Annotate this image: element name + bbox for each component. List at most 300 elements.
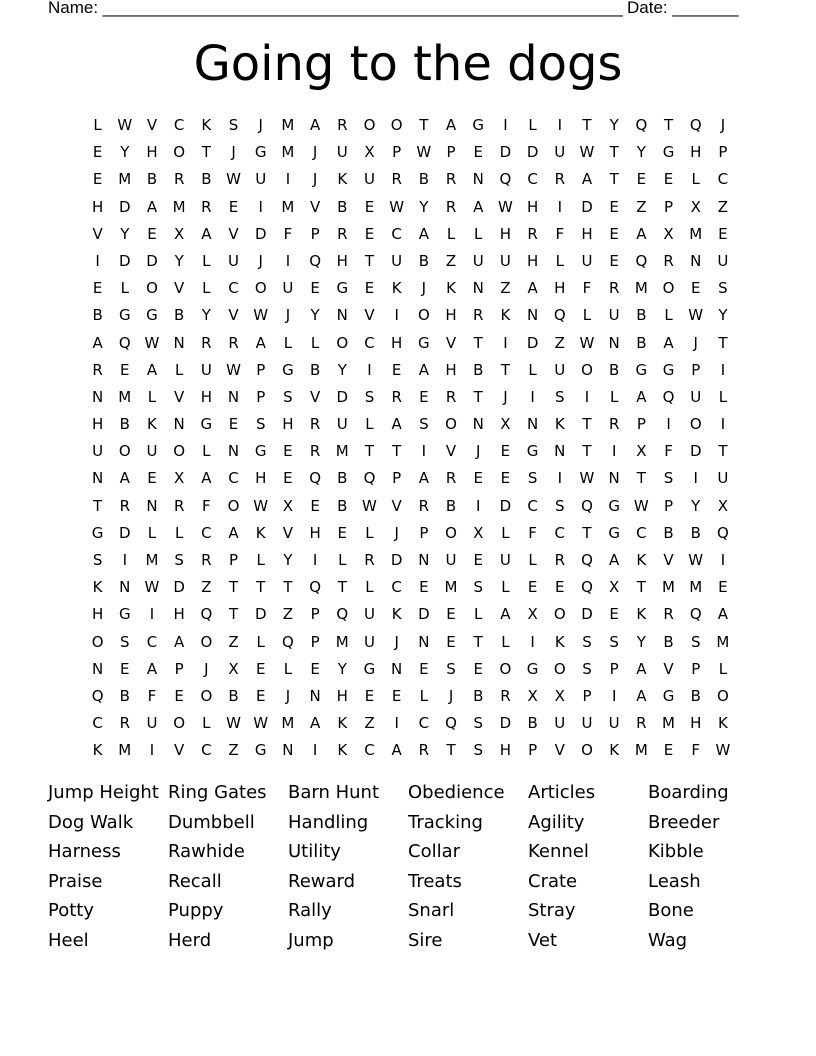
grid-letter: G	[254, 741, 267, 760]
grid-letter: U	[200, 360, 212, 379]
grid-letter: W	[497, 197, 513, 216]
grid-letter: D	[526, 333, 539, 352]
grid-row	[84, 330, 744, 357]
grid-letter: G	[118, 306, 131, 325]
grid-letter: T	[228, 578, 239, 597]
grid-letter: P	[582, 686, 592, 705]
word-list-item: Harness	[48, 841, 121, 863]
grid-letter: O	[363, 116, 376, 134]
grid-letter: K	[554, 415, 565, 434]
grid-letter: E	[92, 143, 103, 162]
grid-letter: B	[690, 686, 701, 705]
grid-letter: A	[228, 523, 239, 542]
grid-letter: F	[555, 224, 565, 243]
word-list-item: Potty	[48, 900, 94, 922]
grid-letter: X	[500, 415, 511, 434]
grid-letter: E	[500, 469, 511, 488]
grid-letter: X	[663, 224, 674, 243]
grid-letter: E	[147, 224, 157, 243]
grid-letter: U	[499, 551, 511, 569]
grid-letter: O	[173, 143, 186, 162]
grid-letter: E	[391, 360, 402, 379]
grid-letter: C	[201, 523, 212, 542]
grid-row	[84, 710, 744, 737]
grid-letter: V	[309, 387, 321, 406]
grid-letter: I	[285, 251, 291, 270]
grid-letter: U	[255, 170, 267, 189]
grid-letter: G	[146, 306, 158, 325]
grid-letter: C	[391, 578, 402, 597]
grid-letter: E	[718, 578, 728, 597]
word-list-item: Jump	[288, 929, 334, 951]
grid-letter: L	[174, 523, 184, 542]
grid-letter: L	[528, 551, 537, 569]
grid-letter: B	[690, 523, 701, 542]
grid-letter: T	[500, 360, 510, 379]
grid-letter: Y	[609, 116, 619, 134]
word-list-item: Reward	[288, 870, 356, 892]
grid-letter: K	[500, 306, 511, 325]
grid-letter: W	[416, 143, 432, 162]
grid-letter: O	[200, 632, 213, 651]
grid-letter: J	[394, 632, 399, 651]
grid-letter: P	[609, 659, 619, 678]
grid-letter: M	[335, 632, 349, 651]
grid-letter: H	[91, 605, 104, 624]
grid-letter: O	[417, 306, 430, 325]
word-list-item: Dumbbell	[168, 811, 255, 833]
word-list	[48, 778, 788, 956]
grid-letter: Z	[228, 632, 239, 651]
grid-letter: E	[419, 578, 429, 597]
grid-letter: Z	[228, 741, 239, 760]
grid-letter: G	[662, 686, 675, 705]
grid-letter: E	[690, 279, 701, 298]
grid-letter: W	[253, 714, 269, 733]
grid-letter: R	[201, 197, 212, 216]
grid-letter: B	[337, 469, 348, 488]
grid-letter: W	[389, 197, 405, 216]
grid-letter: M	[634, 741, 648, 760]
grid-letter: X	[228, 659, 239, 678]
grid-letter: B	[174, 306, 185, 325]
grid-letter: R	[201, 551, 212, 569]
grid-letter: E	[609, 197, 619, 216]
grid-letter: L	[310, 333, 320, 352]
grid-letter: B	[473, 686, 484, 705]
grid-letter: A	[309, 714, 321, 733]
grid-letter: D	[689, 442, 702, 461]
grid-letter: E	[391, 686, 402, 705]
grid-letter: N	[91, 469, 104, 488]
grid-letter: S	[690, 632, 701, 651]
grid-letter: G	[118, 605, 131, 624]
word-list-item: Vet	[528, 929, 558, 951]
grid-letter: I	[720, 360, 726, 379]
word-list-item: Herd	[168, 929, 212, 951]
grid-letter: G	[282, 360, 294, 379]
grid-letter: M	[172, 197, 186, 216]
grid-row	[84, 465, 744, 492]
grid-letter: Y	[283, 551, 293, 569]
grid-letter: S	[527, 469, 538, 488]
grid-letter: S	[364, 387, 375, 406]
grid-row	[84, 166, 744, 193]
grid-letter: H	[445, 360, 457, 379]
grid-letter: C	[228, 279, 239, 298]
grid-letter: R	[608, 415, 620, 434]
grid-letter: W	[579, 333, 595, 352]
grid-letter: U	[581, 714, 593, 733]
grid-letter: E	[310, 659, 320, 678]
grid-letter: B	[445, 496, 457, 515]
grid-letter: B	[201, 170, 212, 189]
grid-letter: V	[391, 496, 402, 515]
grid-letter: H	[336, 686, 348, 705]
grid-letter: R	[391, 387, 402, 406]
grid-letter: J	[258, 116, 263, 134]
grid-letter: K	[255, 523, 266, 542]
grid-letter: J	[231, 143, 236, 162]
grid-letter: A	[255, 333, 266, 352]
grid-letter: E	[473, 469, 483, 488]
grid-letter: E	[255, 686, 266, 705]
word-list-item: Rawhide	[168, 841, 245, 863]
grid-letter: N	[173, 333, 185, 352]
grid-letter: V	[309, 197, 321, 216]
grid-letter: T	[718, 333, 728, 352]
grid-letter: E	[92, 170, 103, 189]
grid-letter: P	[691, 659, 701, 678]
grid-letter: S	[446, 659, 456, 678]
grid-letter: Q	[581, 496, 593, 515]
grid-letter: W	[362, 496, 377, 515]
grid-letter: E	[147, 469, 157, 488]
grid-letter: L	[202, 714, 211, 733]
grid-letter: Z	[282, 605, 294, 624]
grid-letter: A	[636, 686, 647, 705]
grid-letter: E	[364, 224, 375, 243]
grid-letter: E	[283, 469, 293, 488]
grid-letter: A	[418, 360, 429, 379]
grid-letter: O	[173, 442, 186, 461]
grid-letter: K	[717, 714, 728, 733]
grid-letter: D	[390, 551, 403, 569]
grid-letter: D	[119, 523, 131, 542]
grid-letter: L	[718, 387, 728, 406]
grid-letter: J	[421, 279, 427, 298]
grid-letter: F	[147, 686, 157, 705]
grid-letter: W	[117, 116, 133, 134]
grid-letter: T	[636, 578, 646, 597]
grid-letter: J	[720, 116, 726, 134]
grid-letter: R	[445, 469, 457, 488]
grid-letter: G	[200, 415, 213, 434]
grid-letter: H	[91, 415, 104, 434]
grid-row	[84, 411, 744, 438]
grid-row	[84, 493, 744, 520]
grid-letter: H	[391, 333, 403, 352]
grid-letter: B	[337, 197, 348, 216]
grid-letter: L	[691, 170, 700, 189]
grid-letter: T	[473, 387, 483, 406]
grid-letter: A	[717, 605, 729, 624]
grid-letter: H	[526, 197, 539, 216]
grid-letter: R	[119, 714, 130, 733]
grid-letter: J	[285, 306, 291, 325]
grid-letter: I	[720, 415, 726, 434]
grid-letter: T	[609, 143, 619, 162]
word-list-item: Dog Walk	[48, 811, 134, 833]
grid-letter: V	[146, 116, 158, 134]
grid-letter: R	[418, 741, 430, 760]
grid-letter: G	[91, 523, 104, 542]
grid-letter: U	[363, 170, 375, 189]
word-list-item: Collar	[408, 841, 461, 863]
grid-letter: J	[476, 442, 481, 461]
grid-letter: E	[419, 387, 429, 406]
grid-letter: W	[715, 741, 731, 760]
grid-letter: N	[227, 442, 240, 461]
grid-letter: U	[92, 442, 104, 461]
grid-letter: S	[555, 496, 565, 515]
grid-letter: C	[527, 496, 538, 515]
word-list-item: Bone	[648, 900, 694, 922]
grid-letter: R	[309, 415, 321, 434]
grid-letter: Y	[691, 496, 701, 515]
grid-letter: H	[554, 279, 566, 298]
grid-letter: O	[553, 605, 566, 624]
grid-letter: K	[337, 714, 348, 733]
grid-letter: D	[254, 224, 267, 243]
grid-letter: L	[174, 360, 184, 379]
grid-letter: E	[663, 170, 674, 189]
grid-letter: B	[418, 251, 429, 270]
grid-letter: Z	[201, 578, 212, 597]
grid-letter: P	[528, 741, 538, 760]
grid-letter: L	[202, 251, 211, 270]
grid-letter: E	[500, 442, 511, 461]
grid-letter: L	[419, 686, 429, 705]
grid-letter: I	[312, 741, 318, 760]
grid-letter: E	[609, 251, 619, 270]
grid-letter: Q	[91, 686, 104, 705]
grid-letter: M	[118, 387, 132, 406]
grid-letter: F	[283, 224, 293, 243]
grid-letter: M	[689, 224, 703, 243]
grid-letter: R	[636, 714, 647, 733]
grid-letter: V	[174, 387, 185, 406]
grid-letter: Y	[120, 143, 130, 162]
grid-letter: O	[91, 632, 104, 651]
grid-letter: T	[582, 442, 592, 461]
grid-letter: U	[391, 251, 403, 270]
grid-letter: S	[255, 415, 266, 434]
grid-letter: L	[365, 415, 374, 434]
grid-letter: L	[664, 306, 673, 325]
grid-row	[84, 683, 744, 710]
grid-letter: R	[663, 605, 674, 624]
grid-letter: Q	[581, 578, 593, 597]
grid-letter: I	[720, 551, 726, 569]
grid-letter: X	[636, 442, 647, 461]
grid-letter: H	[336, 251, 348, 270]
grid-letter: U	[282, 279, 294, 298]
grid-letter: R	[228, 333, 239, 352]
grid-letter: V	[445, 333, 457, 352]
grid-letter: A	[119, 469, 130, 488]
grid-letter: A	[663, 333, 674, 352]
grid-letter: L	[501, 632, 510, 651]
grid-letter: U	[363, 605, 375, 624]
grid-letter: K	[92, 578, 103, 597]
grid-letter: C	[146, 632, 158, 651]
grid-letter: A	[391, 741, 402, 760]
grid-letter: W	[633, 496, 649, 515]
grid-letter: O	[146, 279, 158, 298]
grid-letter: E	[473, 551, 483, 569]
grid-letter: B	[418, 170, 429, 189]
grid-letter: V	[228, 224, 239, 243]
grid-letter: Y	[636, 632, 646, 651]
grid-letter: M	[444, 578, 458, 597]
grid-letter: B	[473, 360, 484, 379]
grid-letter: T	[582, 523, 592, 542]
grid-letter: R	[445, 387, 457, 406]
grid-letter: L	[501, 523, 510, 542]
grid-letter: B	[119, 415, 130, 434]
grid-letter: Y	[337, 659, 347, 678]
grid-letter: M	[662, 578, 675, 597]
grid-letter: L	[365, 523, 374, 542]
grid-letter: P	[229, 551, 239, 569]
grid-letter: H	[309, 523, 321, 542]
grid-letter: S	[582, 659, 592, 678]
grid-letter: I	[312, 551, 318, 569]
grid-letter: U	[554, 714, 566, 733]
grid-letter: A	[445, 116, 457, 134]
grid-letter: P	[310, 224, 320, 243]
grid-letter: N	[418, 551, 430, 569]
grid-letter: A	[174, 632, 185, 651]
grid-letter: S	[473, 578, 483, 597]
grid-letter: E	[419, 659, 429, 678]
grid-letter: X	[282, 496, 294, 515]
grid-letter: N	[227, 387, 240, 406]
grid-letter: Q	[282, 632, 294, 651]
grid-letter: M	[689, 578, 703, 597]
grid-letter: E	[473, 659, 483, 678]
grid-letter: T	[283, 578, 293, 597]
grid-letter: O	[173, 714, 186, 733]
grid-letter: W	[579, 143, 595, 162]
grid-letter: C	[418, 714, 430, 733]
grid-letter: C	[717, 170, 729, 189]
grid-letter: Y	[419, 197, 429, 216]
grid-letter: A	[473, 197, 484, 216]
grid-row	[84, 574, 744, 601]
grid-letter: K	[391, 279, 402, 298]
grid-row	[84, 194, 744, 221]
grid-letter: E	[527, 578, 538, 597]
grid-letter: R	[418, 496, 430, 515]
grid-letter: K	[446, 279, 456, 298]
grid-letter: T	[201, 143, 211, 162]
grid-letter: D	[336, 387, 349, 406]
grid-letter: B	[663, 523, 674, 542]
grid-letter: G	[472, 116, 485, 134]
grid-letter: W	[226, 360, 241, 379]
grid-letter: L	[718, 659, 728, 678]
grid-letter: I	[557, 469, 562, 488]
grid-letter: R	[201, 333, 212, 352]
grid-letter: E	[609, 224, 619, 243]
word-list-item: Articles	[528, 782, 596, 803]
grid-letter: K	[337, 741, 348, 760]
grid-letter: U	[146, 714, 158, 733]
grid-letter: E	[228, 197, 239, 216]
word-list-item: Leash	[648, 870, 701, 892]
grid-letter: X	[690, 197, 701, 216]
grid-letter: P	[636, 415, 646, 434]
grid-letter: Y	[120, 224, 130, 243]
grid-letter: A	[636, 224, 647, 243]
grid-letter: D	[499, 143, 512, 162]
grid-letter: I	[149, 741, 155, 760]
grid-letter: R	[445, 170, 457, 189]
grid-letter: P	[256, 387, 266, 406]
grid-letter: A	[527, 279, 538, 298]
grid-letter: R	[527, 224, 538, 243]
grid-letter: R	[608, 279, 620, 298]
grid-letter: U	[363, 632, 375, 651]
grid-letter: C	[364, 333, 375, 352]
grid-letter: T	[337, 578, 347, 597]
grid-letter: U	[472, 251, 484, 270]
grid-letter: T	[392, 442, 402, 461]
grid-letter: C	[391, 224, 402, 243]
grid-letter: L	[283, 659, 293, 678]
grid-letter: N	[282, 741, 294, 760]
word-list-item: Breeder	[648, 811, 720, 833]
word-list-item: Ring Gates	[168, 782, 267, 803]
grid-letter: F	[528, 523, 537, 542]
grid-letter: K	[609, 741, 620, 760]
grid-letter: B	[663, 632, 674, 651]
grid-letter: T	[228, 605, 239, 624]
grid-letter: X	[174, 469, 185, 488]
grid-row	[84, 520, 744, 547]
name-field-label: Name: _______________________________________________________	[48, 0, 623, 17]
grid-letter: M	[281, 116, 295, 134]
grid-letter: S	[228, 116, 239, 134]
grid-letter: U	[336, 415, 348, 434]
grid-letter: W	[144, 578, 160, 597]
grid-letter: A	[146, 197, 158, 216]
grid-letter: D	[119, 197, 131, 216]
grid-letter: M	[281, 714, 295, 733]
grid-letter: Y	[174, 251, 184, 270]
grid-letter: U	[608, 714, 620, 733]
grid-letter: C	[173, 116, 185, 134]
grid-letter: N	[608, 333, 620, 352]
grid-letter: V	[554, 741, 565, 760]
grid-letter: F	[664, 442, 673, 461]
grid-letter: E	[364, 686, 375, 705]
grid-letter: X	[554, 686, 565, 705]
word-list-item: Treats	[408, 870, 462, 892]
grid-letter: J	[503, 387, 508, 406]
